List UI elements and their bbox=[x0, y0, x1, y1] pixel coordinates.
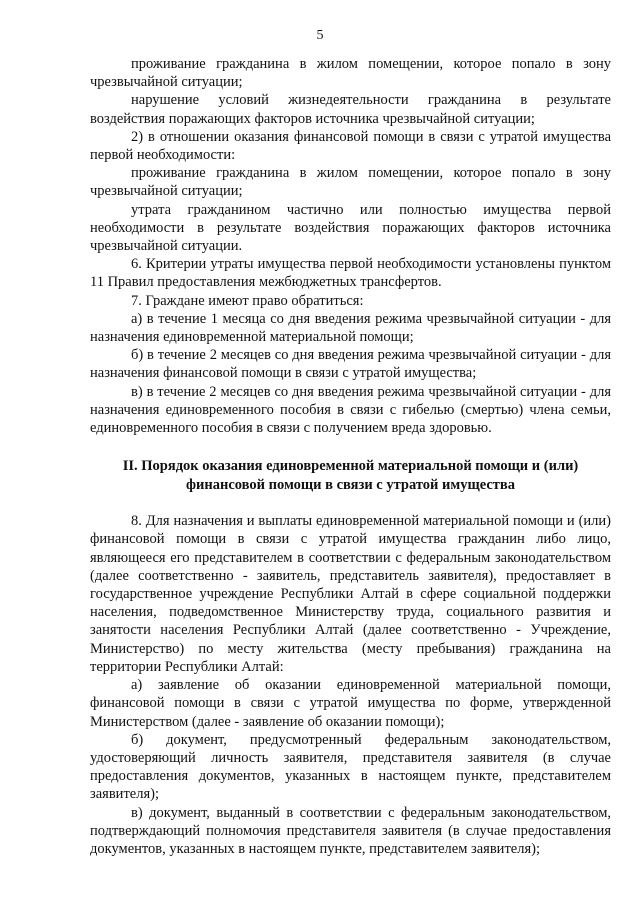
paragraph: б) в течение 2 месяцев со дня введения режима чрезвычайной ситуации - для назначения финансовой помощи в связи с утратой имущества; bbox=[90, 347, 611, 382]
section-heading-line: финансовой помощи в связи с утратой имущества bbox=[186, 476, 515, 493]
paragraph: 7. Граждане имеют право обратиться: bbox=[131, 292, 364, 309]
paragraph: а) заявление об оказании единовременной материальной помощи, финансовой помощи в связи с утратой имущества по форме, утвержденной Министерством (далее - заявление об оказании помощи); bbox=[90, 677, 611, 730]
paragraph: в) документ, выданный в соответствии с федеральным законодательством, подтверждающий полномочия представителя заявителя (в случае предоставления документов, указанных в настоящем пункте, представителем заявителя); bbox=[90, 804, 611, 857]
paragraph: нарушение условий жизнедеятельности гражданина в результате воздействия поражающих факторов источника чрезвычайной ситуации; bbox=[90, 92, 611, 127]
paragraph: б) документ, предусмотренный федеральным законодательством, удостоверяющий личность заявителя, представителя заявителя (в случае предоставления документов, указанных в настоящем пункте, представителем заявителя); bbox=[90, 731, 611, 803]
section-heading bbox=[90, 457, 611, 494]
paragraph: проживание гражданина в жилом помещении, которое попало в зону чрезвычайной ситуации; bbox=[90, 165, 611, 200]
paragraph: проживание гражданина в жилом помещении, которое попало в зону чрезвычайной ситуации; bbox=[90, 56, 611, 91]
paragraph: утрата гражданином частично или полностью имущества первой необходимости в результате воздействия поражающих факторов источника чрезвычайной ситуации. bbox=[90, 201, 611, 255]
paragraph: в) в течение 2 месяцев со дня введения режима чрезвычайной ситуации - для назначения единовременного пособия в связи с гибелью (смертью) члена семьи, единовременного пособия в связи с получением вреда здоровью. bbox=[90, 383, 611, 437]
paragraph: а) в течение 1 месяца со дня введения режима чрезвычайной ситуации - для назначения единовременной материальной помощи; bbox=[90, 310, 611, 346]
paragraph: 8. Для назначения и выплаты единовременной материальной помощи и (или) финансовой помощи в связи с утратой имущества гражданин либо лицо, являющееся его представителем в соответствии с федеральным законодательством (далее соответственно - заявитель, представитель заявителя), предоставляет в государственное учреждение Республики Алтай в сфере социальной поддержки населения, подведомственное Министерству труда, социального развития и занятости населения Республики Алтай (далее соответственно - Учреждение, Министерство) по месту жительства (месту пребывания) гражданина на территории Республики Алтай: bbox=[90, 513, 611, 675]
document-body bbox=[90, 55, 611, 858]
paragraph: 6. Критерии утраты имущества первой необходимости установлены пунктом 11 Правил предоставления межбюджетных трансфертов. bbox=[90, 256, 611, 291]
section-heading-line: II. Порядок оказания единовременной материальной помощи и (или) bbox=[122, 458, 579, 475]
paragraph: 2) в отношении оказания финансовой помощи в связи с утратой имущества первой необходимости: bbox=[90, 128, 611, 164]
page-number: 5 bbox=[316, 28, 324, 43]
